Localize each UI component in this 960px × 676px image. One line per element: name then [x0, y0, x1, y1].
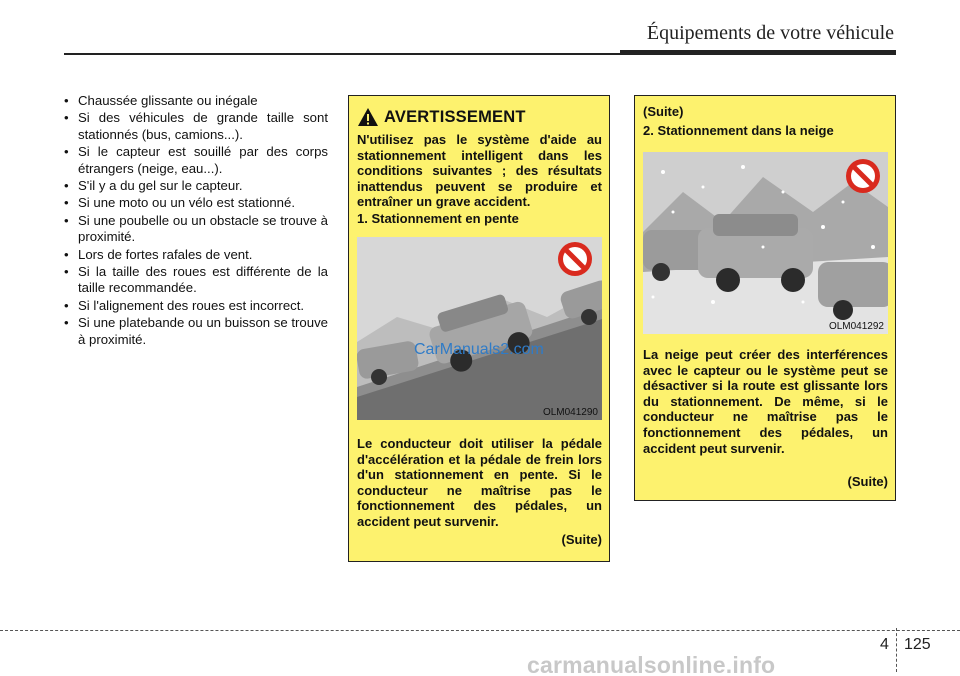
list-item: • Chaussée glissante ou inégale	[62, 93, 328, 109]
list-item: • Si la taille des roues est différente de la taille recommandée.	[62, 264, 328, 297]
warning-title: AVERTISSEMENT	[384, 107, 526, 126]
section-title: Équipements de votre véhicule	[646, 22, 894, 44]
list-item: • Si le capteur est souillé par des corps étrangers (neige, eau...).	[62, 144, 328, 177]
warning-panel-left	[348, 95, 610, 562]
image-code: OLM041290	[542, 407, 598, 418]
subheading-slope: 1. Stationnement en pente	[357, 211, 519, 226]
list-item: • Lors de fortes rafales de vent.	[62, 247, 328, 263]
warning-header	[357, 107, 526, 127]
list-item: • Si une moto ou un vélo est stationné.	[62, 195, 328, 211]
warning-intro: N'utilisez pas le système d'aide au stationnement intelligent dans les conditions suivantes ; des résultats inattendus peuvent se produire et entraîner un grave accident.	[357, 132, 602, 210]
site-watermark: carmanualsonline.info	[527, 652, 776, 676]
warning-body-left: Le conducteur doit utiliser la pédale d'accélération et la pédale de frein lors d'un stationnement en pente. Si le conducteur ne maîtrise pas le fonctionnement des pédales, un accident peut survenir.	[357, 436, 602, 529]
subheading-snow: 2. Stationnement dans la neige	[643, 123, 834, 138]
warning-triangle-icon	[357, 107, 379, 127]
list-item: • S'il y a du gel sur le capteur.	[62, 178, 328, 194]
image-code: OLM041292	[828, 321, 884, 332]
list-item: • Si une poubelle ou un obstacle se trouve à proximité.	[62, 213, 328, 246]
slope-scene-image	[357, 237, 602, 420]
header-rule	[64, 53, 896, 55]
watermark-text: CarManuals2.com	[414, 341, 544, 358]
prohibition-icon	[846, 159, 880, 193]
page-number: 125	[904, 636, 931, 653]
snow-parking-illustration	[643, 152, 888, 334]
continued-label: (Suite)	[847, 474, 888, 489]
list-item: • Si l'alignement des roues est incorrect.	[62, 298, 328, 314]
slope-parking-illustration	[357, 237, 602, 420]
prohibition-icon	[558, 242, 592, 276]
conditions-list	[62, 93, 328, 349]
page-separator	[896, 628, 897, 672]
list-item: • Si des véhicules de grande taille sont stationnés (bus, camions...).	[62, 110, 328, 143]
chapter-number: 4	[880, 636, 889, 653]
continued-top-label: (Suite)	[643, 104, 684, 119]
warning-body-right: La neige peut créer des interférences avec le capteur ou le système peut se désactiver si la route est glissante lors du stationnement. De même, si le conducteur ne maîtrise pas le fonctionnement des pédales, un accident peut survenir.	[643, 347, 888, 456]
list-item: • Si une platebande ou un buisson se trouve à proximité.	[62, 315, 328, 348]
snow-scene-image	[643, 152, 888, 334]
continued-label: (Suite)	[561, 532, 602, 547]
footer-rule	[0, 630, 960, 631]
warning-panel-right	[634, 95, 896, 501]
